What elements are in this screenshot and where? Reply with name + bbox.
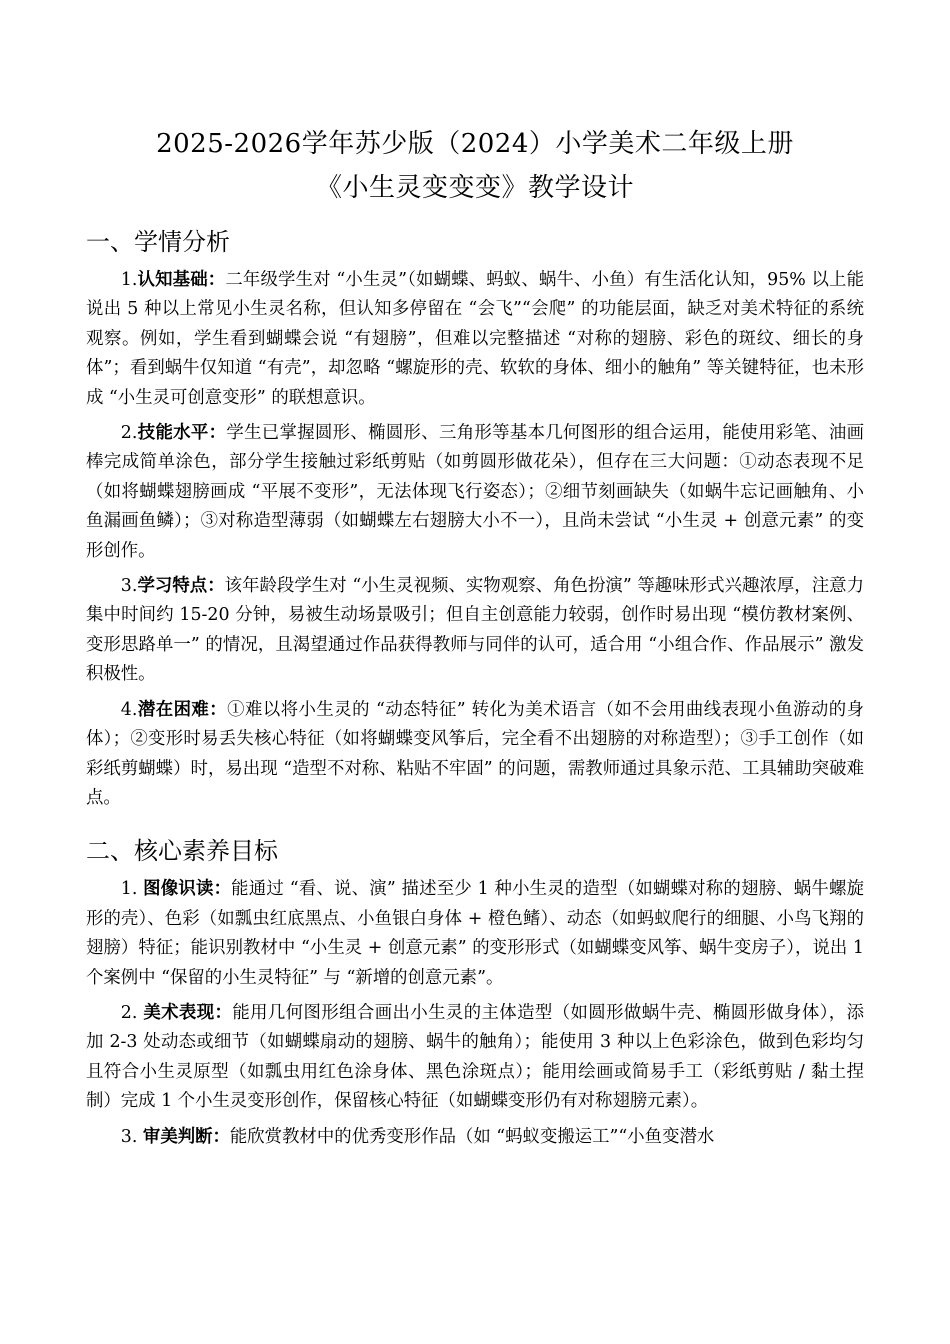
item-lead: 学习特点： [137,576,225,597]
item-lead: 审美判断： [142,1126,230,1147]
doc-title-line2: 《小生灵变变变》教学设计 [315,173,634,203]
section-heading-analysis: 一、学情分析 [86,228,230,256]
analysis-item-1 [86,266,864,413]
doc-title-line1: 2025-2026学年苏少版（2024）小学美术二年级上册 [156,129,794,159]
item-text: ①难以将小生灵的 “动态特征” 转化为美术语言（如不会用曲线表现小鱼游动的身体）；②变形时易丢失核心特征（如将蝴蝶变风筝后，完全看不出翅膀的对称造型）；③手工创作（如彩纸剪蝴蝶）时，易出现 “造型不对称、粘贴不牢固” 的问题，需教师通过具象示范、工具辅助突破难点。 [86,699,864,808]
item-text: 二年级学生对 “小生灵”（如蝴蝶、蚂蚁、蜗牛、小鱼）有生活化认知，95% 以上能说出 5 种以上常见小生灵名称，但认知多停留在 “会飞”“会爬” 的功能层面，缺乏对美术特征的系统观察。例如，学生看到蝴蝶会说 “有翅膀”，但难以完整描述 “对称的翅膀、彩色的斑纹、细长的身体”；看到蜗牛仅知道 “有壳”，却忽略 “螺旋形的壳、软软的身体、细小的触角” 等关键特征，也未形成 “小生灵可创意变形” 的联想意识。 [86,270,864,408]
goal-item-2 [86,999,864,1117]
analysis-item-4 [86,696,864,814]
item-text: 能用几何图形组合画出小生灵的主体造型（如圆形做蜗牛壳、椭圆形做身体），添加 2-3 处动态或细节（如蝴蝶扇动的翅膀、蜗牛的触角）；能使用 3 种以上色彩涂色，做到色彩均匀且符合小生灵原型（如瓢虫用红色涂身体、黑色涂斑点）；能用绘画或简易手工（彩纸剪贴 / 黏土捏制）完成 1 个小生灵变形创作，保留核心特征（如蝴蝶变形仍有对称翅膀元素）。 [86,1002,864,1112]
item-lead: 潜在困难： [137,699,228,720]
item-text: 学生已掌握圆形、椭圆形、三角形等基本几何图形的组合运用，能使用彩笔、油画棒完成简单涂色，部分学生接触过彩纸剪贴（如剪圆形做花朵），但存在三大问题：①动态表现不足（如将蝴蝶翅膀画成 “平展不变形”，无法体现飞行姿态）；②细节刻画缺失（如蜗牛忘记画触角、小鱼漏画鱼鳞）；③对称造型薄弱（如蝴蝶左右翅膀大小不一），且尚未尝试 “小生灵 + 创意元素” 的变形创作。 [86,423,864,561]
item-text: 该年龄段学生对 “小生灵视频、实物观察、角色扮演” 等趣味形式兴趣浓厚，注意力集中时间约 15-20 分钟，易被生动场景吸引；但自主创意能力较弱，创作时易出现 “模仿教材案例、变形思路单一” 的情况，且渴望通过作品获得教师与同伴的认可，适合用 “小组合作、作品展示” 激发积极性。 [86,576,864,685]
analysis-item-3 [86,572,864,690]
item-text: 能通过 “看、说、演” 描述至少 1 种小生灵的造型（如蝴蝶对称的翅膀、蜗牛螺旋形的壳）、色彩（如瓢虫红底黑点、小鱼银白身体 + 橙色鳍）、动态（如蚂蚁爬行的细腿、小鸟飞翔的翅膀）特征；能识别教材中 “小生灵 + 创意元素” 的变形形式（如蝴蝶变风筝、蜗牛变房子），说出 1 个案例中 “保留的小生灵特征” 与 “新增的创意元素”。 [86,879,864,988]
item-text: 能欣赏教材中的优秀变形作品（如 “蚂蚁变搬运工”“小鱼变潜水 [229,1126,715,1147]
item-lead: 技能水平： [137,423,227,444]
item-lead: 认知基础： [137,270,226,290]
item-number: 3. [120,1126,143,1147]
goal-item-1 [86,875,864,993]
analysis-item-2 [86,419,864,566]
section-heading-goals: 二、核心素养目标 [86,837,278,866]
item-number: 3. [120,576,138,597]
item-number: 4. [120,699,138,720]
item-number: 2. [120,423,138,444]
item-number: 1. [120,879,144,900]
item-number: 1. [120,270,138,290]
item-lead: 图像识读： [143,879,232,900]
goal-item-3 [86,1123,864,1152]
item-number: 2. [120,1002,144,1023]
item-lead: 美术表现： [143,1002,233,1023]
